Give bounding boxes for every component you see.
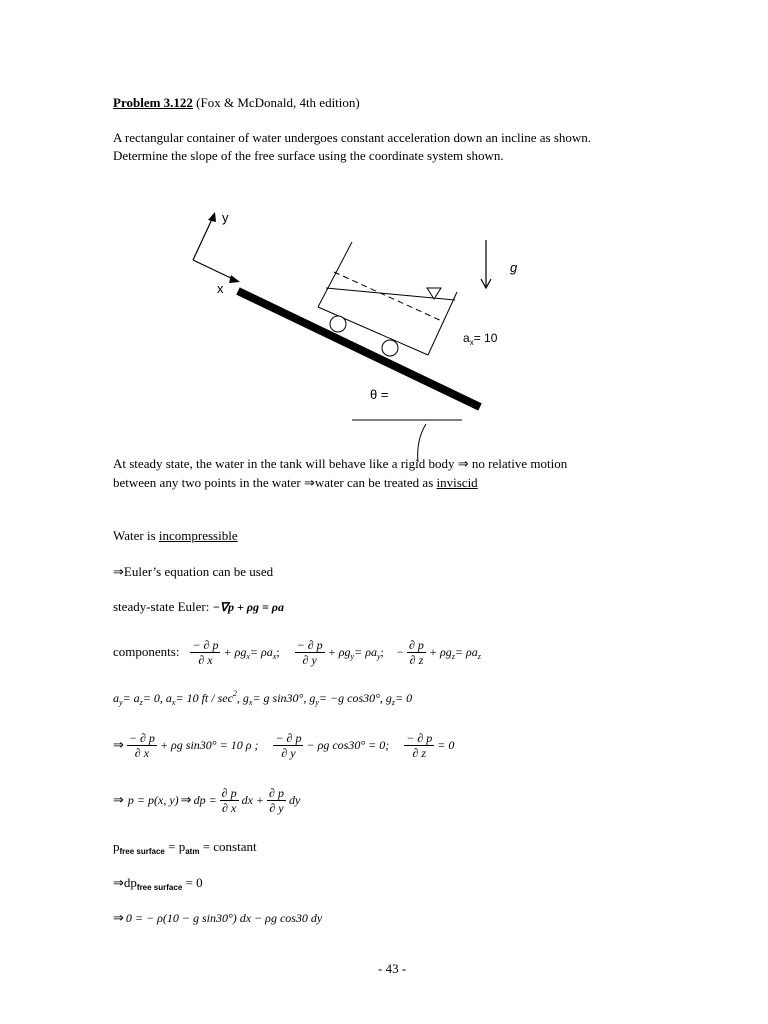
x-axis-line	[193, 260, 235, 280]
incline-figure	[180, 200, 540, 470]
implies-arrow: ⇒	[113, 737, 124, 753]
y-axis-arrowhead	[208, 212, 216, 222]
implies-arrow: ⇒	[303, 476, 315, 491]
fraction: $\frac{- \partial p}{\partial x}$	[128, 730, 155, 760]
y-axis-line	[193, 217, 213, 260]
free-surface-pressure: $p_{free surface} = p_{atm}$ = constant	[113, 839, 257, 856]
fraction: $\frac{\partial p}{\partial y}$	[269, 785, 284, 815]
implies-arrow: ⇒	[113, 876, 124, 891]
x-axis-label: x	[217, 281, 224, 296]
problem-label: Problem 3.122	[113, 95, 193, 110]
tank-left-wall	[318, 242, 352, 307]
wheel-rear	[382, 340, 398, 356]
water-is-text: Water is	[113, 528, 159, 543]
fraction: $\frac{- \partial p}{\partial z}$	[406, 730, 433, 760]
implies-arrow: ⇒	[180, 792, 192, 808]
steady-text-1b: no relative motion	[468, 456, 568, 471]
components-label: components:	[113, 644, 180, 659]
steady-text-1a: At steady state, the water in the tank will behave like a rigid body	[113, 456, 458, 471]
substituted-equations: ⇒ $\frac{- \partial p}{\partial x}$ + ρg sin30° = 10 ρ ; $\frac{- \partial p}{\partial y}$ − ρg cos30° = 0; $\frac{- \partial p}{\partial z}$ = 0	[113, 730, 455, 760]
fraction: $\frac{\partial p}{\partial x}$	[221, 785, 237, 815]
statement-line-2: Determine the slope of the free surface using the coordinate system shown.	[113, 148, 504, 163]
steady-text-2b: water can be treated as	[314, 475, 437, 490]
final-equation: ⇒ 0 = − ρ(10 − g sin30°) dx − ρg cos30 dy	[113, 910, 323, 926]
x-axis-arrowhead	[229, 275, 240, 283]
inviscid-term: inviscid	[436, 475, 478, 490]
statement-line-1: A rectangular container of water undergoes constant acceleration down an incline as shown.	[113, 130, 592, 145]
fraction: $\frac{- \partial p}{\partial y}$	[296, 637, 323, 667]
fraction: $\frac{- \partial p}{\partial y}$	[275, 730, 302, 760]
incompressible-term: incompressible	[158, 528, 238, 543]
incline-surface	[238, 291, 480, 407]
implies-arrow: ⇒	[457, 457, 469, 472]
steady-euler-label: steady-state Euler:	[113, 599, 213, 614]
implies-arrow: ⇒	[113, 792, 124, 808]
steady-text-2a: between any two points in the water	[113, 475, 304, 490]
euler-used-line	[113, 563, 273, 582]
theta-label: θ =	[370, 387, 389, 402]
wheel-front	[330, 316, 346, 332]
acceleration-label: $a_x= 10$	[463, 331, 498, 347]
acceleration-values: a y = a z = 0, a x = 10 ft / sec 2 , g x = g sin30°, g y = −g cos30°, g z = 0	[113, 688, 413, 707]
incompressible-line	[113, 527, 238, 545]
steady-state-line-2	[113, 474, 478, 493]
total-differential: ⇒ p = p(x, y) ⇒ dp = $\frac{\partial p}{\partial x}$ dx + $\frac{\partial p}{\partial y}$ dy	[113, 785, 301, 815]
tank-right-wall	[428, 292, 457, 355]
implies-arrow: ⇒	[113, 565, 124, 580]
implies-arrow: ⇒	[113, 910, 124, 926]
y-axis-label: y	[222, 210, 229, 225]
steady-euler-equation: −∇p + ρg = ρa	[212, 600, 284, 614]
dp-free-surface: $\Rightarrow dp_{free surface} = 0$	[113, 875, 203, 892]
problem-heading	[113, 94, 360, 112]
problem-source: (Fox & McDonald, 4th edition)	[192, 95, 360, 110]
fraction: $\frac{- \partial p}{\partial x}$	[192, 637, 219, 667]
components-equations: components: $\frac{- \partial p}{\partial x}$ + ρg x = ρa x ; $\frac{- \partial p}{\partial y}$ + ρg y = ρa y ; − $\frac{\partial p}{\partial z}$ + ρg z = ρa z	[113, 637, 481, 667]
fraction: $\frac{\partial p}{\partial z}$	[408, 637, 424, 667]
steady-state-line-1	[113, 455, 567, 474]
gravity-label: g	[510, 260, 518, 275]
euler-used-text: Euler’s equation can be used	[123, 564, 274, 579]
steady-euler-line	[113, 598, 284, 616]
page-number: - 43 -	[378, 961, 407, 976]
